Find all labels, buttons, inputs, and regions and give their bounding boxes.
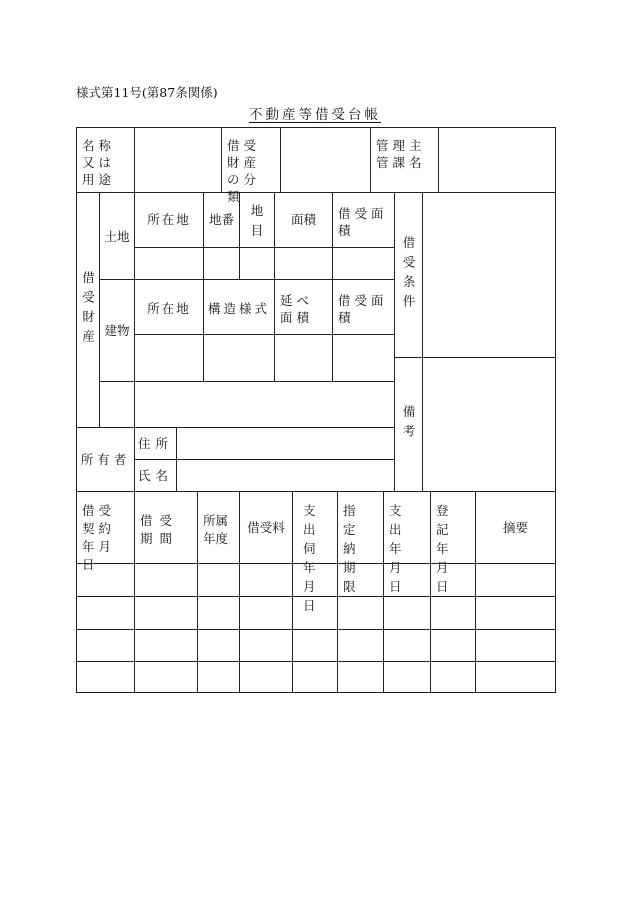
- record-cell-lease-period[interactable]: [134, 563, 198, 597]
- property-class-label: 借受財産の分類: [221, 127, 281, 193]
- record-cell-expense-date[interactable]: [383, 563, 431, 597]
- record-cell-fiscal-year[interactable]: [197, 661, 240, 693]
- record-cell-rent[interactable]: [239, 563, 293, 597]
- record-cell-summary[interactable]: [475, 629, 556, 662]
- record-cell-rent[interactable]: [239, 596, 293, 630]
- owner-name-label-text: 氏名: [137, 468, 173, 483]
- record-cell-payment-date[interactable]: [292, 661, 338, 693]
- summary-header: 摘要: [475, 491, 556, 564]
- owner-address-label-text: 住所: [137, 436, 173, 451]
- record-cell-due-date[interactable]: [337, 661, 384, 693]
- land-lot-number-header: 地番: [203, 192, 240, 248]
- managing-section-label: 管理主管課名: [370, 127, 439, 193]
- due-date-header: 指定納期限: [337, 491, 384, 564]
- record-cell-due-date[interactable]: [337, 596, 384, 630]
- managing-section-field[interactable]: [438, 127, 556, 193]
- record-cell-summary[interactable]: [475, 596, 556, 630]
- record-cell-registration-date[interactable]: [430, 629, 476, 662]
- record-cell-contract-date[interactable]: [76, 563, 135, 597]
- record-cell-lease-period[interactable]: [134, 661, 198, 693]
- lease-conditions-field[interactable]: [422, 192, 556, 358]
- owner-label-text: 所有者: [80, 452, 131, 467]
- owner-name-field[interactable]: [176, 459, 395, 492]
- record-cell-registration-date[interactable]: [430, 563, 476, 597]
- record-cell-registration-date[interactable]: [430, 661, 476, 693]
- record-cell-summary[interactable]: [475, 661, 556, 693]
- land-area-field[interactable]: [274, 247, 333, 280]
- lease-conditions-label: 借受条件: [394, 192, 423, 358]
- form-number: 様式第11号(第87条関係): [76, 85, 218, 100]
- land-area-header: 面積: [274, 192, 333, 248]
- property-class-field[interactable]: [280, 127, 371, 193]
- land-category-header: 地目: [239, 192, 275, 248]
- record-cell-fiscal-year[interactable]: [197, 563, 240, 597]
- building-label: 建物: [99, 279, 135, 382]
- building-floor-area-header: 延べ面積: [274, 279, 333, 335]
- building-floor-area-field[interactable]: [274, 334, 333, 382]
- owner-address-field[interactable]: [176, 427, 395, 460]
- owner-address-label: [134, 427, 177, 460]
- record-cell-contract-date[interactable]: [76, 661, 135, 693]
- rent-header: 借受料: [239, 491, 293, 564]
- document-title: 不動産等借受台帳: [249, 107, 381, 123]
- record-cell-expense-date[interactable]: [383, 629, 431, 662]
- remarks-field[interactable]: [422, 357, 556, 492]
- record-cell-registration-date[interactable]: [430, 596, 476, 630]
- record-cell-payment-date[interactable]: [292, 629, 338, 662]
- building-structure-header: 構造様式: [203, 279, 275, 335]
- fiscal-year-header: 所属年度: [197, 491, 240, 564]
- payment-date-header: 支出伺年月日: [292, 491, 338, 564]
- record-cell-contract-date[interactable]: [76, 596, 135, 630]
- contract-date-header: 借受契約年月日: [76, 491, 135, 564]
- land-location-header: 所在地: [134, 192, 204, 248]
- record-cell-contract-date[interactable]: [76, 629, 135, 662]
- land-lot-number-field[interactable]: [203, 247, 240, 280]
- land-leased-area-header: 借受面積: [332, 192, 395, 248]
- property-extra-field[interactable]: [134, 381, 395, 428]
- record-cell-rent[interactable]: [239, 629, 293, 662]
- record-cell-rent[interactable]: [239, 661, 293, 693]
- building-structure-field[interactable]: [203, 334, 275, 382]
- record-cell-expense-date[interactable]: [383, 596, 431, 630]
- record-cell-fiscal-year[interactable]: [197, 629, 240, 662]
- record-cell-payment-date[interactable]: [292, 596, 338, 630]
- building-leased-area-field[interactable]: [332, 334, 395, 382]
- record-cell-lease-period[interactable]: [134, 596, 198, 630]
- owner-name-label: [134, 459, 177, 492]
- owner-label: [76, 427, 135, 492]
- land-location-field[interactable]: [134, 247, 204, 280]
- registration-date-header: 登記年月日: [430, 491, 476, 564]
- record-cell-payment-date[interactable]: [292, 563, 338, 597]
- record-cell-due-date[interactable]: [337, 563, 384, 597]
- building-leased-area-header: 借受面積: [332, 279, 395, 335]
- leased-property-label: 借受財産: [76, 192, 100, 428]
- land-category-field[interactable]: [239, 247, 275, 280]
- record-cell-due-date[interactable]: [337, 629, 384, 662]
- remarks-label: 備考: [394, 357, 423, 492]
- building-location-header: 所在地: [134, 279, 204, 335]
- expense-date-header: 支出年月日: [383, 491, 431, 564]
- land-label: 土地: [99, 192, 135, 280]
- land-leased-area-field[interactable]: [332, 247, 395, 280]
- name-or-use-field[interactable]: [134, 127, 222, 193]
- lease-period-header: 借受期間: [134, 491, 198, 564]
- record-cell-expense-date[interactable]: [383, 661, 431, 693]
- property-extra-label-cell: [99, 381, 135, 428]
- name-or-use-label: 名称又は用途: [76, 127, 135, 193]
- record-cell-lease-period[interactable]: [134, 629, 198, 662]
- record-cell-summary[interactable]: [475, 563, 556, 597]
- building-location-field[interactable]: [134, 334, 204, 382]
- record-cell-fiscal-year[interactable]: [197, 596, 240, 630]
